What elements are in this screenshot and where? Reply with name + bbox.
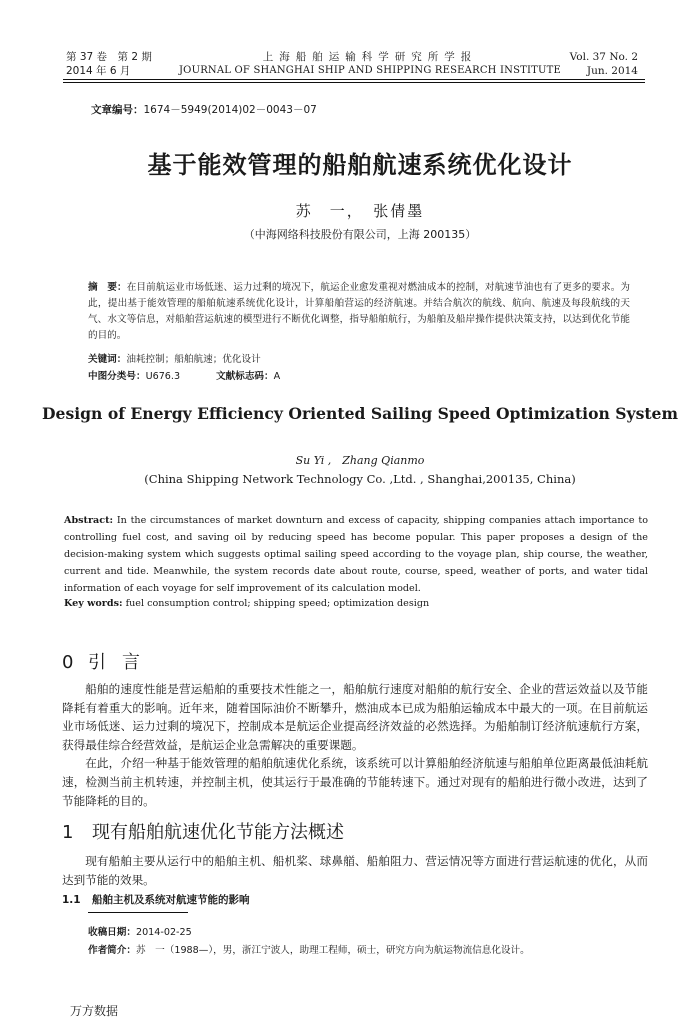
keywords-en-label: Key words: — [64, 598, 123, 609]
affiliation-cn: （中海网络科技股份有限公司，上海 200135） — [243, 228, 477, 241]
header-issue-block — [570, 50, 638, 78]
author-bio-label: 作者简介： — [88, 945, 136, 956]
keywords-en-text: fuel consumption control; shipping speed; optimization design — [125, 598, 430, 609]
watermark-text: 万方数据 — [70, 1004, 119, 1018]
volume-cn: 第 37 卷 第 2 期 — [66, 51, 152, 63]
author-bio: 苏 一（1988—），男，浙江宁波人，助理工程师，硕士，研究方向为航运物流信息化设计。 — [135, 945, 530, 956]
journal-name-en: JOURNAL OF SHANGHAI SHIP AND SHIPPING RESEARCH INSTITUTE — [178, 65, 562, 76]
abstract-en — [64, 512, 648, 597]
section-1-body — [62, 852, 648, 889]
section-0-body — [62, 680, 648, 810]
header-journal-block — [170, 50, 570, 78]
section-0-number: 0 — [62, 652, 74, 673]
section-1-title: 现有船舶航速优化节能方法概述 — [92, 822, 344, 843]
received-date: 2014-02-25 — [135, 927, 192, 938]
abstract-en-label: Abstract: — [64, 515, 114, 526]
subsection-1-1-number: 1.1 — [62, 894, 81, 906]
title-cn: 基于能效管理的船舶航速系统优化设计 — [147, 151, 573, 179]
paragraph-1: 船舶的速度性能是营运船舶的重要技术性能之一，船舶航行速度对船舶的航行安全、企业的营运效益以及节能降耗有着重大的影响。近年来，随着国际油价不断攀升，燃油成本已成为船舶运输成本中最大的一项。在目前航运业市场低迷、运力过剩的境况下，控制成本是航运企业提高经济效益的必然选择。为船舶制订经济航速航行方案，获得最佳综合经营效益，是航运企业急需解决的重要课题。 — [62, 682, 648, 752]
date-en: Jun. 2014 — [586, 65, 638, 77]
footnote-received — [88, 924, 192, 938]
affiliation-en: (China Shipping Network Technology Co. ,Ltd. , Shanghai,200135, China) — [144, 472, 576, 486]
section-1-number: 1 — [62, 822, 74, 843]
section-heading-1 — [62, 818, 344, 844]
paragraph-2: 在此，介绍一种基于能效管理的船舶航速优化系统，该系统可以计算船舶经济航速与船舶单位距离最低油耗航速，检测当前主机转速，并控制主机，使其运行于最准确的节能转速下。通过对现有的船舶进行微小改进，达到了节能降耗的目的。 — [62, 756, 648, 808]
abstract-cn — [88, 280, 630, 344]
volume-en: Vol. 37 No. 2 — [569, 51, 638, 63]
section-heading-0 — [62, 648, 156, 674]
keywords-cn — [88, 351, 261, 365]
article-number-label: 文章编号： — [91, 104, 144, 116]
authors-en: Su Yi , Zhang Qianmo — [295, 454, 425, 467]
keywords-en — [64, 598, 429, 609]
classification-line — [88, 368, 280, 382]
section-0-title: 引言 — [88, 652, 156, 673]
title-en: Design of Energy Efficiency Oriented Sailing Speed Optimization System — [42, 404, 678, 423]
journal-name-cn: 上海船舶运输科学研究所学报 — [262, 51, 478, 63]
clc-label: 中图分类号： — [88, 371, 146, 382]
keywords-cn-label: 关键词： — [88, 354, 127, 365]
paragraph-3: 现有船舶主要从运行中的船舶主机、船机桨、球鼻艏、船舶阻力、营运情况等方面进行营运航速的优化，从而达到节能的效果。 — [62, 854, 648, 887]
subsection-heading-1-1 — [62, 892, 250, 907]
footnote-rule — [88, 912, 188, 913]
header-volume-block — [66, 50, 152, 78]
header-rule — [63, 79, 645, 80]
abstract-en-text: In the circumstances of market downturn and excess of capacity, shipping companies attach importance to controlling fuel cost, and saving oil by reducing speed has become popular. This paper proposes a design of the decision-making system which suggests optimal sailing speed according to the voyage plan, ship course, the weather, current and tide. Meanwhile, the system records date about route, course, speed, weather of ports, and water tidal information of each voyage for self improvement of its calculation model. — [64, 515, 648, 594]
subsection-1-1-title: 船舶主机及系统对航速节能的影响 — [92, 894, 250, 906]
article-number-value: 1674－5949(2014)02－0043－07 — [143, 104, 317, 116]
clc-value: U676.3 — [145, 371, 181, 382]
abstract-cn-label: 摘 要： — [88, 282, 127, 293]
abstract-cn-text: 在目前航运业市场低迷、运力过剩的境况下，航运企业愈发重视对燃油成本的控制，对航速节油也有了更多的要求。为此，提出基于能效管理的船舶航速系统优化设计，计算船舶营运的经济航速。并结合航次的航线、航向、航速及每段航线的天气、水文等信息，对船舶营运航速的模型进行不断优化调整，指导船舶航行，为船舶及船岸操作提供决策支持，以达到优化节能的目的。 — [88, 282, 631, 341]
keywords-cn-text: 油耗控制；船舶航速；优化设计 — [126, 354, 261, 365]
authors-cn: 苏 一， 张倩墨 — [295, 202, 425, 220]
doc-code-value: A — [273, 371, 281, 382]
doc-code-label: 文献标志码： — [216, 371, 274, 382]
date-cn: 2014 年 6 月 — [66, 65, 131, 77]
received-label: 收稿日期： — [88, 927, 136, 938]
article-number — [91, 102, 317, 117]
header-rule-thin — [63, 82, 645, 83]
footnote-author — [88, 942, 530, 956]
